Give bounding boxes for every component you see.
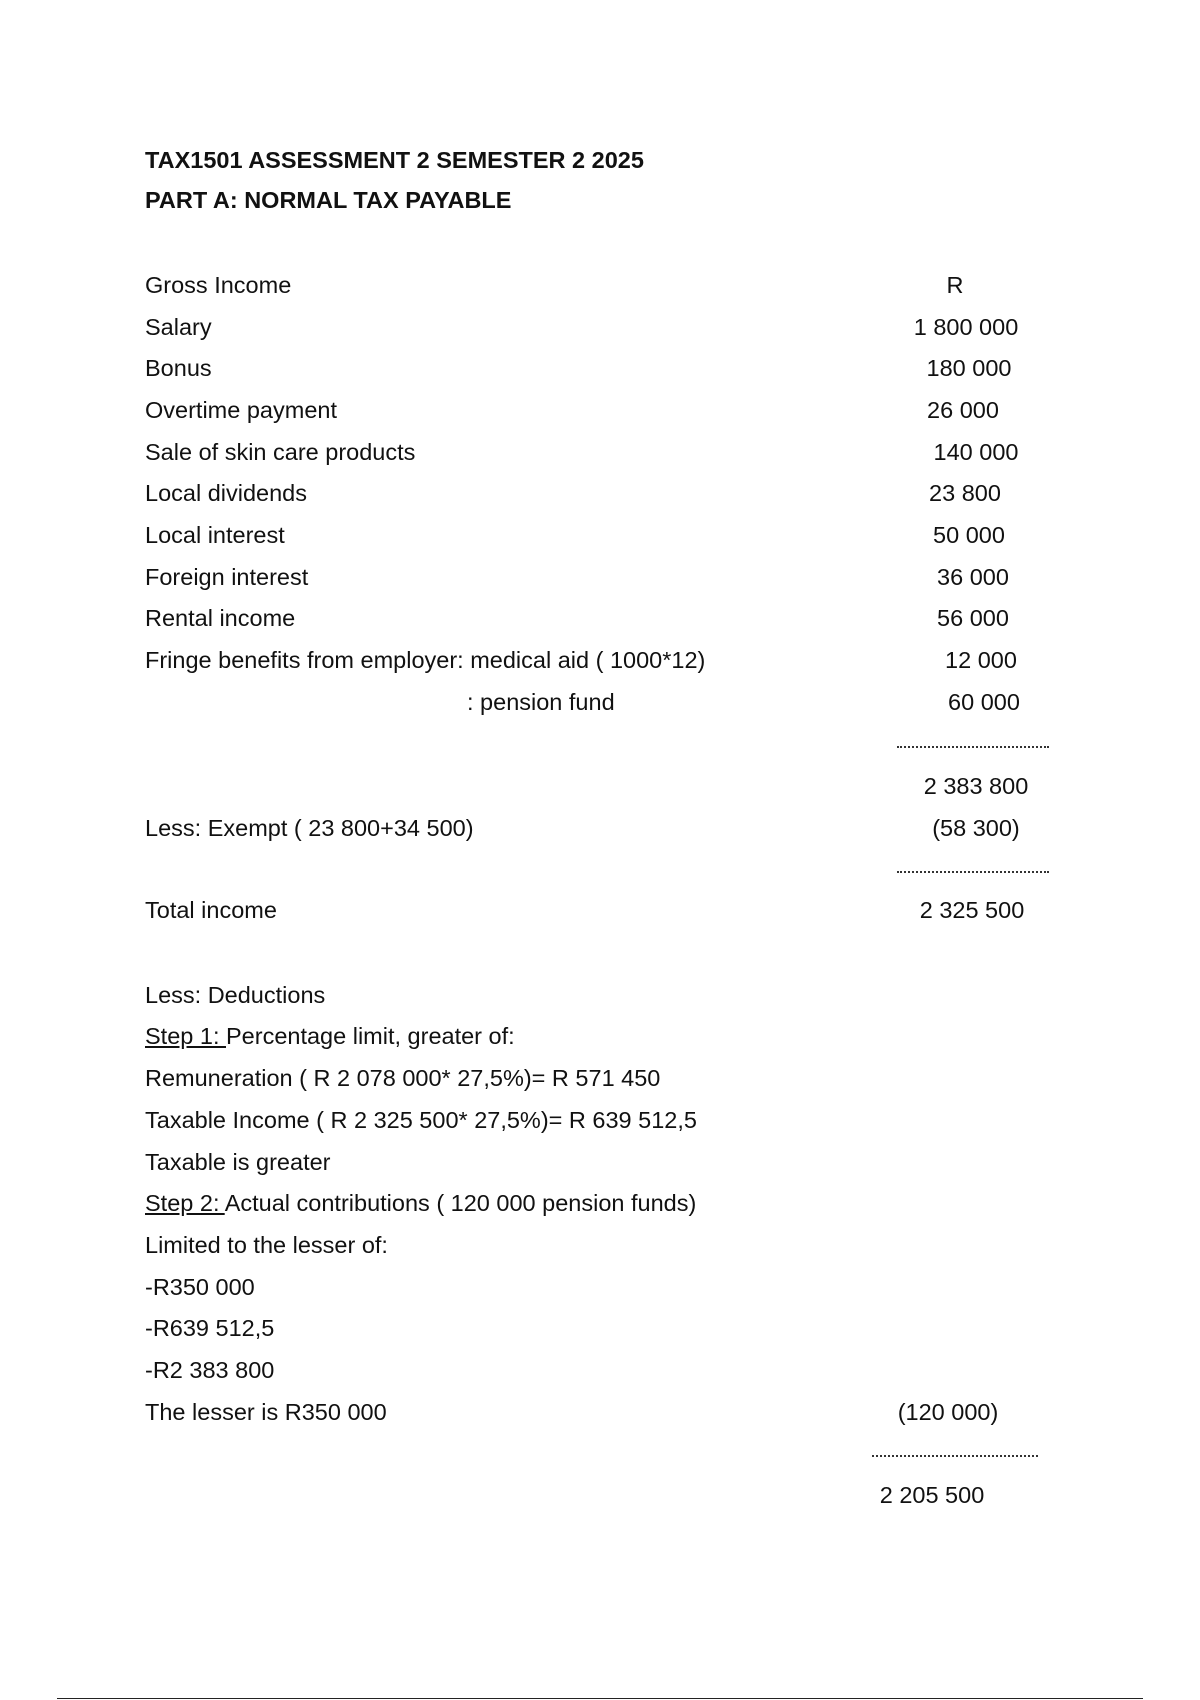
row-label-bonus: Bonus	[145, 355, 212, 381]
taxable-greater-line: Taxable is greater	[145, 1149, 331, 1175]
document-title: TAX1501 ASSESSMENT 2 SEMESTER 2 2025	[145, 147, 644, 173]
row-amount-fringe-medical: 12 000	[945, 647, 1017, 673]
currency-header: R	[946, 272, 964, 298]
row-label-foreign-interest: Foreign interest	[145, 564, 309, 590]
separator-line	[872, 1455, 1038, 1457]
gross-income-heading: Gross Income	[145, 272, 292, 298]
row-label-rental-income: Rental income	[145, 605, 296, 631]
separator-line	[897, 871, 1049, 873]
limited-to-line: Limited to the lesser of:	[145, 1232, 388, 1258]
row-label-local-interest: Local interest	[145, 522, 285, 548]
step1-line	[145, 1025, 515, 1049]
separator-line	[897, 746, 1049, 748]
row-label-overtime: Overtime payment	[145, 397, 337, 423]
row-label-local-dividends: Local dividends	[145, 480, 307, 506]
row-label-skin-care: Sale of skin care products	[145, 439, 416, 465]
row-amount-overtime: 26 000	[927, 397, 999, 423]
footer-rule	[57, 1698, 1143, 1699]
step1-text: Percentage limit, greater of:	[226, 1023, 515, 1049]
limit-item: -R2 383 800	[145, 1357, 275, 1383]
remuneration-line: Remuneration ( R 2 078 000* 27,5%)= R 571 450	[145, 1065, 661, 1091]
row-label-fringe-pension: : pension fund	[467, 689, 615, 715]
lesser-amount: (120 000)	[897, 1399, 999, 1425]
result-amount: 2 205 500	[879, 1482, 985, 1508]
gross-income-subtotal: 2 383 800	[923, 773, 1029, 799]
row-amount-bonus: 180 000	[926, 355, 1012, 381]
limit-item: -R639 512,5	[145, 1315, 275, 1341]
lesser-text: The lesser is R350 000	[145, 1399, 387, 1425]
row-label-salary: Salary	[145, 314, 212, 340]
exempt-amount: (58 300)	[932, 815, 1020, 841]
step1-label: Step 1:	[145, 1023, 226, 1049]
row-amount-fringe-pension: 60 000	[948, 689, 1020, 715]
step2-label: Step 2:	[145, 1190, 225, 1216]
row-amount-rental-income: 56 000	[937, 605, 1009, 631]
document-subtitle: PART A: NORMAL TAX PAYABLE	[145, 187, 512, 213]
row-amount-local-interest: 50 000	[933, 522, 1005, 548]
row-label-fringe-medical: Fringe benefits from employer: medical aid ( 1000*12)	[145, 647, 706, 673]
exempt-label: Less: Exempt ( 23 800+34 500)	[145, 815, 474, 841]
row-amount-local-dividends: 23 800	[929, 480, 1001, 506]
total-income-label: Total income	[145, 897, 277, 923]
step2-line	[145, 1192, 696, 1216]
taxable-income-line: Taxable Income ( R 2 325 500* 27,5%)= R 639 512,5	[145, 1107, 697, 1133]
row-amount-foreign-interest: 36 000	[937, 564, 1009, 590]
total-income-amount: 2 325 500	[919, 897, 1025, 923]
limit-item: -R350 000	[145, 1274, 255, 1300]
step2-text: Actual contributions ( 120 000 pension funds)	[224, 1190, 697, 1216]
row-amount-salary: 1 800 000	[913, 314, 1019, 340]
deductions-heading: Less: Deductions	[145, 982, 326, 1008]
row-amount-skin-care: 140 000	[933, 439, 1019, 465]
